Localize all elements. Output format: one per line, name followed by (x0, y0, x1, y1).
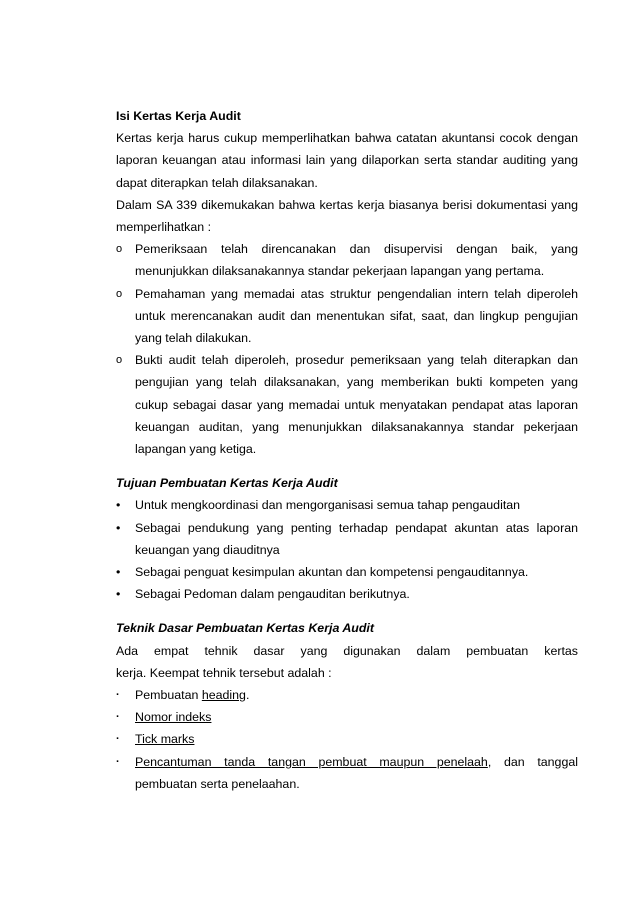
list-item-text: Untuk mengkoordinasi dan mengorganisasi semua tahap pengauditan (135, 498, 521, 513)
circle-bullet-icon: o (116, 243, 123, 256)
bullet-icon: • (116, 520, 121, 535)
list-item-text: Sebagai penguat kesimpulan akuntan dan kompetensi pengauditannya. (135, 565, 529, 580)
section-isi-kertas-kerja (116, 105, 578, 460)
dot-bullet-icon: · (116, 733, 120, 746)
list-item-text: Sebagai Pedoman dalam pengauditan berikutnya. (135, 587, 410, 602)
bullet-list (116, 494, 578, 605)
paragraph-line: kerja. Keempat tehnik tersebut adalah : (116, 665, 332, 680)
list-item-prefix: Pembuatan (135, 688, 202, 703)
dot-bullet-icon: · (116, 689, 120, 702)
paragraph: Dalam SA 339 dikemukakan bahwa kertas kerja biasanya berisi dokumentasi yang memperlihatkan : (116, 197, 578, 235)
dot-bullet-icon: · (116, 755, 120, 768)
list-item (116, 751, 578, 795)
section-tujuan-pembuatan (116, 472, 578, 605)
bullet-icon: • (116, 498, 121, 513)
list-item-text: Pemahaman yang memadai atas struktur pengendalian intern telah diperoleh untuk merencanakan audit dan menentukan sifat, saat, dan lingkup pengujian yang telah dilakukan. (135, 286, 578, 346)
list-item-suffix: . (245, 688, 250, 703)
list-item (116, 728, 578, 750)
list-item (116, 517, 578, 561)
section-title: Teknik Dasar Pembuatan Kertas Kerja Audit (116, 621, 374, 636)
circle-bullet-icon: o (116, 287, 123, 300)
dot-list (116, 684, 578, 795)
list-item-text: Bukti audit telah diperoleh, prosedur pemeriksaan yang telah diterapkan dan pengujian yang telah dilaksanakan, yang memberikan bukti kompeten yang cukup sebagai dasar yang memadai untuk menyatakan pendapat atas laporan keuangan auditan, yang menunjukkan dilaksanakannya standar pekerjaan lapangan yang ketiga. (135, 353, 578, 457)
list-item (116, 349, 578, 460)
heading-link[interactable]: heading (201, 688, 246, 703)
circle-bullet-icon: o (116, 354, 123, 367)
paragraph: Kertas kerja harus cukup memperlihatkan bahwa catatan akuntansi cocok dengan laporan keuangan atau informasi lain yang dilaporkan serta standar auditing yang dapat diterapkan telah dilaksanakan. (116, 131, 578, 190)
list-item (116, 706, 578, 728)
list-item-text: Sebagai pendukung yang penting terhadap pendapat akuntan atas laporan keuangan yang diauditnya (135, 520, 578, 557)
circle-list (116, 238, 578, 460)
tick-marks-link[interactable]: Tick marks (135, 732, 195, 747)
section-title: Tujuan Pembuatan Kertas Kerja Audit (116, 476, 338, 491)
section-teknik-dasar (116, 617, 578, 795)
list-item (116, 238, 578, 282)
section-title: Isi Kertas Kerja Audit (116, 109, 241, 123)
list-item (116, 583, 578, 605)
list-item (116, 561, 578, 583)
tanda-tangan-link[interactable]: Pencantuman tanda tangan pembuat maupun penelaah (135, 754, 488, 769)
bullet-icon: • (116, 565, 121, 580)
list-item (116, 494, 578, 516)
document-page (116, 105, 578, 795)
paragraph-line: Ada empat tehnik dasar yang digunakan dalam pembuatan kertas (116, 643, 578, 658)
list-item-suffix: , dan tanggal pembuatan serta penelaahan. (135, 754, 578, 791)
list-item-text: Pemeriksaan telah direncanakan dan disupervisi dengan baik, yang menunjukkan dilaksanakannya standar pekerjaan lapangan yang pertama. (135, 242, 578, 279)
nomor-indeks-link[interactable]: Nomor indeks (135, 710, 212, 725)
list-item (116, 684, 578, 706)
bullet-icon: • (116, 587, 121, 602)
dot-bullet-icon: · (116, 711, 120, 724)
list-item (116, 283, 578, 350)
